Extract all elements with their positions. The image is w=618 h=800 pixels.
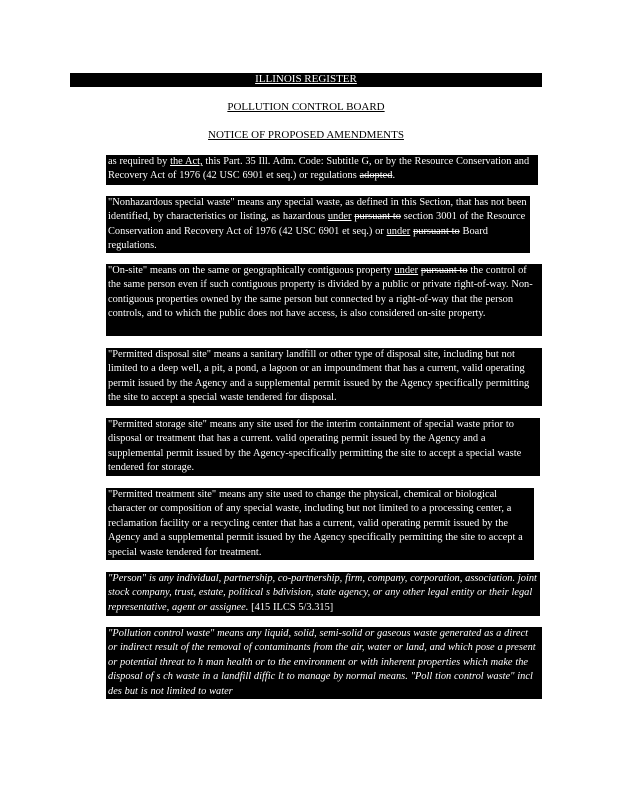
definition-nonhazardous-special-waste: "Nonhazardous special waste" means any special waste, as defined in this Section, that has not been identified, by characteristics or listing, as hazardous under pursuant to section 3001 of the Resource Conservation and Recovery Act of 1976 (42 USC 6901 et seq.) or under pursuant to Board regulations. [106,196,530,253]
register-title: ILLINOIS REGISTER [255,73,357,85]
definition-pollution-control-waste: "Pollution control waste" means any liquid, solid, semi-solid or gaseous waste generated as a direct or indirect result of the removal of contaminants from the air, water or land, and which pose a present or potential threat to h man health or to the environment or with inherent properties which make the disposal of s ch waste in a landfill diffic lt to manage by normal means. "Poll tion control waste" incl des but is not limited to water [106,627,542,699]
board-title: POLLUTION CONTROL BOARD [227,101,385,113]
definition-permitted-storage-site: "Permitted storage site" means any site used for the interim containment of special waste prior to disposal or treatment that has a current. valid operating permit issued by the Agency and a supplemental permit issued by the Agency-specifically permitting the site to accept a special waste tendered for storage. [106,418,540,476]
definition-on-site: "On-site" means on the same or geographically contiguous property under pursuant to the control of the same person even if such contiguous property is divided by a public or private right-of-way. Non-contiguous properties owned by the same person but connected by a right-of-way that the person controls, and to which the public does not have access, is also considered on-site property. [106,264,542,336]
paragraph-continuation: as required by the Act, this Part. 35 Ill. Adm. Code: Subtitle G, or by the Resource Conservation and Recovery Act of 1976 (42 USC 6901 et seq.) or regulations adopted. [106,155,538,185]
notice-title: NOTICE OF PROPOSED AMENDMENTS [208,129,404,141]
definition-permitted-treatment-site: "Permitted treatment site" means any site used to change the physical, chemical or biological character or composition of any special waste, including but not limited to a processing center, a reclamation facility or a recycling center that has a current, valid operating permit issued by the Agency and a supplemental permit issued by the Agency specifically permitting the site to accept a special waste tendered for treatment. [106,488,534,560]
definition-permitted-disposal-site: "Permitted disposal site" means a sanitary landfill or other type of disposal site, including but not limited to a deep well, a pit, a pond, a lagoon or an impoundment that has a current, valid operating permit issued by the Agency and a supplemental permit issued by the Agency specifically permitting the site to accept a special waste tendered for disposal. [106,348,542,406]
definition-person: "Person" is any individual, partnership, co-partnership, firm, company, corporation, association. joint stock company, trust, estate, political s bdivision, state agency, or any other legal entity or their legal representative, agent or assignee. [415 ILCS 5/3.315] [106,572,540,616]
